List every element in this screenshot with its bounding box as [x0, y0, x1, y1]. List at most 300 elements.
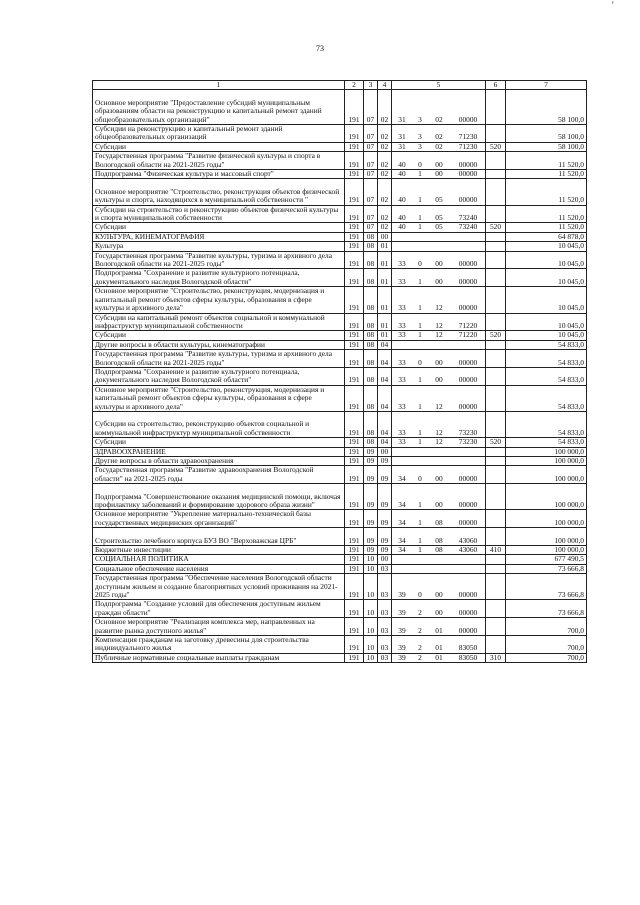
row-expense-type — [486, 600, 506, 618]
target-code-part: 01 — [435, 625, 443, 635]
row-subsection-code: 01 — [378, 251, 392, 269]
target-code-part: 33 — [398, 330, 406, 340]
target-code-part: 00 — [435, 607, 443, 617]
row-gr-code: 191 — [345, 528, 364, 546]
row-amount: 73 666,8 — [506, 564, 587, 573]
table-row — [93, 484, 587, 510]
target-code-part: 0 — [418, 259, 422, 269]
target-code-part: 33 — [398, 259, 406, 269]
row-gr-code: 191 — [345, 385, 364, 411]
target-code-part: 3 — [418, 114, 422, 124]
row-gr-code: 191 — [345, 313, 364, 331]
table-row — [93, 510, 587, 528]
target-code-part: 1 — [418, 330, 422, 340]
target-code-part: 33 — [398, 320, 406, 330]
target-code-part: 1 — [418, 222, 422, 232]
row-amount: 100 000,0 — [506, 466, 587, 484]
target-code-part: 40 — [398, 169, 406, 179]
target-code-part: 05 — [435, 195, 443, 205]
row-gr-code: 191 — [345, 545, 364, 554]
row-target-code — [392, 555, 486, 564]
table-row — [93, 269, 587, 287]
row-subsection-code: 01 — [378, 269, 392, 287]
row-section-code: 08 — [364, 438, 378, 447]
table-row — [93, 555, 587, 564]
target-code-part: 1 — [418, 517, 422, 527]
row-target-code — [392, 125, 486, 143]
row-target-code — [392, 287, 486, 313]
header-cell: 5 — [392, 81, 486, 90]
target-code-part: 1 — [418, 303, 422, 313]
row-section-code: 08 — [364, 242, 378, 251]
target-code-part: 00000 — [458, 357, 478, 367]
row-target-code — [392, 466, 486, 484]
target-code-part: 71230 — [458, 142, 478, 151]
row-expense-type — [486, 340, 506, 349]
row-section-code: 07 — [364, 205, 378, 223]
row-expense-type: 410 — [486, 545, 506, 554]
row-amount: 11 520,0 — [506, 179, 587, 205]
row-target-code — [392, 223, 486, 232]
row-gr-code: 191 — [345, 636, 364, 654]
row-target-code — [392, 179, 486, 205]
row-amount: 54 833,0 — [506, 438, 587, 447]
row-gr-code: 191 — [345, 510, 364, 528]
page-number: 73 — [316, 44, 324, 53]
row-name: СОЦИАЛЬНАЯ ПОЛИТИКА — [93, 555, 345, 564]
target-code-part: 00 — [435, 473, 443, 483]
row-amount: 11 520,0 — [506, 205, 587, 223]
row-section-code: 10 — [364, 555, 378, 564]
row-name: Государственная программа "Развитие физической культуры и спорта в Вологодской области на 2021-2025 годы" — [93, 152, 345, 170]
target-code-part: 73240 — [458, 213, 478, 223]
table-row — [93, 350, 587, 368]
table-row — [93, 438, 587, 447]
row-target-code — [392, 510, 486, 528]
target-code-part: 31 — [398, 132, 406, 142]
row-expense-type — [486, 313, 506, 331]
row-name: Субсидии на реконструкцию и капитальный ремонт зданий общеобразовательных организаций — [93, 125, 345, 143]
table-row — [93, 232, 587, 241]
row-expense-type — [486, 411, 506, 437]
target-code-part: 00000 — [458, 114, 478, 124]
row-gr-code: 191 — [345, 466, 364, 484]
row-amount: 700,0 — [506, 618, 587, 636]
row-amount: 54 833,0 — [506, 411, 587, 437]
row-amount: 64 878,0 — [506, 232, 587, 241]
row-target-code — [392, 350, 486, 368]
target-code-part: 00000 — [458, 276, 478, 286]
target-code-part: 0 — [418, 473, 422, 483]
row-section-code: 08 — [364, 269, 378, 287]
row-target-code — [392, 170, 486, 179]
row-name: КУЛЬТУРА, КИНЕМАТОГРАФИЯ — [93, 232, 345, 241]
row-amount: 700,0 — [506, 653, 587, 662]
row-target-code — [392, 340, 486, 349]
row-target-code — [392, 600, 486, 618]
target-code-part: 08 — [435, 517, 443, 527]
row-subsection-code: 03 — [378, 618, 392, 636]
table-row — [93, 242, 587, 251]
row-subsection-code: 02 — [378, 125, 392, 143]
target-code-part: 00000 — [458, 625, 478, 635]
target-code-part: 2 — [418, 643, 422, 653]
row-subsection-code: 03 — [378, 636, 392, 654]
row-section-code: 07 — [364, 179, 378, 205]
row-gr-code: 191 — [345, 170, 364, 179]
target-code-part: 3 — [418, 142, 422, 151]
row-section-code: 09 — [364, 447, 378, 456]
row-section-code: 09 — [364, 456, 378, 465]
row-section-code: 08 — [364, 232, 378, 241]
row-section-code: 10 — [364, 600, 378, 618]
target-code-part: 43060 — [458, 545, 478, 554]
row-subsection-code: 09 — [378, 510, 392, 528]
row-subsection-code: 09 — [378, 528, 392, 546]
row-section-code: 07 — [364, 152, 378, 170]
row-name: Субсидии на строительство и реконструкцию объектов физической культуры и спорта муниципальной собственности — [93, 205, 345, 223]
row-subsection-code: 04 — [378, 411, 392, 437]
row-target-code — [392, 331, 486, 340]
row-name: Строительство лечебного корпуса БУЗ ВО "Верховажская ЦРБ" — [93, 528, 345, 546]
target-code-part: 1 — [418, 276, 422, 286]
row-amount: 58 100,0 — [506, 142, 587, 151]
target-code-part: 00 — [435, 159, 443, 169]
target-code-part: 1 — [418, 437, 422, 447]
row-target-code — [392, 152, 486, 170]
target-code-part: 40 — [398, 195, 406, 205]
target-code-part: 1 — [418, 499, 422, 509]
row-amount: 10 045,0 — [506, 269, 587, 287]
row-subsection-code: 01 — [378, 313, 392, 331]
target-code-part: 33 — [398, 437, 406, 447]
row-subsection-code: 02 — [378, 152, 392, 170]
row-gr-code: 191 — [345, 205, 364, 223]
table-row — [93, 564, 587, 573]
row-amount: 58 100,0 — [506, 90, 587, 125]
table-header-row — [93, 81, 587, 90]
row-expense-type — [486, 466, 506, 484]
table-row — [93, 152, 587, 170]
target-code-part: 00000 — [458, 473, 478, 483]
header-cell: 4 — [378, 81, 392, 90]
header-cell: 2 — [345, 81, 364, 90]
row-amount: 54 833,0 — [506, 367, 587, 385]
row-gr-code: 191 — [345, 438, 364, 447]
table-row — [93, 447, 587, 456]
target-code-part: 71220 — [458, 330, 478, 340]
target-code-part: 12 — [435, 320, 443, 330]
row-gr-code: 191 — [345, 564, 364, 573]
row-section-code: 07 — [364, 90, 378, 125]
row-name: Основное мероприятие "Укрепление материально-технической базы государственных медицинских организаций" — [93, 510, 345, 528]
row-target-code — [392, 411, 486, 437]
target-code-part: 43060 — [458, 535, 478, 545]
row-expense-type — [486, 251, 506, 269]
row-expense-type — [486, 152, 506, 170]
row-target-code — [392, 205, 486, 223]
target-code-part: 00000 — [458, 607, 478, 617]
table-row — [93, 636, 587, 654]
table-row — [93, 367, 587, 385]
row-expense-type: 520 — [486, 331, 506, 340]
row-section-code: 08 — [364, 251, 378, 269]
row-gr-code: 191 — [345, 223, 364, 232]
row-name: Основное мероприятие "Строительство, реконструкция, модернизация и капитальный ремонт объектов сферы культуры, образования в сфере культуры и архивного дела" — [93, 385, 345, 411]
row-subsection-code: 04 — [378, 367, 392, 385]
row-expense-type — [486, 125, 506, 143]
table-row — [93, 125, 587, 143]
row-name: Бюджетные инвестиции — [93, 545, 345, 554]
row-gr-code: 191 — [345, 242, 364, 251]
row-section-code: 08 — [364, 385, 378, 411]
row-amount: 10 045,0 — [506, 313, 587, 331]
target-code-part: 00 — [435, 259, 443, 269]
target-code-part: 00 — [435, 357, 443, 367]
table-row — [93, 287, 587, 313]
row-gr-code: 191 — [345, 555, 364, 564]
row-gr-code: 191 — [345, 618, 364, 636]
target-code-part: 33 — [398, 276, 406, 286]
target-code-part: 33 — [398, 401, 406, 411]
row-section-code: 09 — [364, 484, 378, 510]
target-code-part: 00000 — [458, 499, 478, 509]
row-section-code: 10 — [364, 574, 378, 600]
target-code-part: 39 — [398, 590, 406, 600]
row-target-code — [392, 564, 486, 573]
row-target-code — [392, 653, 486, 662]
target-code-part: 08 — [435, 545, 443, 554]
row-subsection-code: 02 — [378, 90, 392, 125]
target-code-part: 12 — [435, 437, 443, 447]
row-section-code: 07 — [364, 223, 378, 232]
target-code-part: 31 — [398, 142, 406, 151]
row-name: Подпрограмма "Сохранение и развитие культурного потенциала, документального наследия Вологодской области" — [93, 367, 345, 385]
row-expense-type — [486, 242, 506, 251]
target-code-part: 01 — [435, 643, 443, 653]
row-expense-type — [486, 564, 506, 573]
row-name: Субсидии — [93, 438, 345, 447]
target-code-part: 34 — [398, 535, 406, 545]
target-code-part: 83050 — [458, 643, 478, 653]
target-code-part: 00 — [435, 276, 443, 286]
budget-table — [92, 80, 587, 663]
target-code-part: 02 — [435, 114, 443, 124]
target-code-part: 00 — [435, 375, 443, 385]
row-subsection-code: 02 — [378, 223, 392, 232]
target-code-part: 1 — [418, 375, 422, 385]
target-code-part: 40 — [398, 222, 406, 232]
row-gr-code: 191 — [345, 232, 364, 241]
table-row — [93, 313, 587, 331]
target-code-part: 1 — [418, 195, 422, 205]
row-target-code — [392, 269, 486, 287]
row-subsection-code: 09 — [378, 466, 392, 484]
row-amount: 11 520,0 — [506, 223, 587, 232]
row-subsection-code: 03 — [378, 653, 392, 662]
row-amount: 677 490,5 — [506, 555, 587, 564]
row-expense-type — [486, 574, 506, 600]
table-row — [93, 653, 587, 662]
row-section-code: 08 — [364, 367, 378, 385]
row-section-code: 10 — [364, 564, 378, 573]
row-subsection-code: 09 — [378, 484, 392, 510]
row-section-code: 09 — [364, 545, 378, 554]
target-code-part: 33 — [398, 375, 406, 385]
row-gr-code: 191 — [345, 411, 364, 437]
row-amount: 10 045,0 — [506, 242, 587, 251]
target-code-part: 33 — [398, 303, 406, 313]
target-code-part: 71230 — [458, 132, 478, 142]
row-subsection-code: 04 — [378, 385, 392, 411]
row-amount: 10 045,0 — [506, 287, 587, 313]
target-code-part: 1 — [418, 320, 422, 330]
row-amount: 100 000,0 — [506, 528, 587, 546]
row-expense-type — [486, 528, 506, 546]
target-code-part: 08 — [435, 535, 443, 545]
row-subsection-code: 00 — [378, 232, 392, 241]
row-target-code — [392, 385, 486, 411]
table-row — [93, 331, 587, 340]
row-name: Основное мероприятие "Строительство, реконструкция, модернизация и капитальный ремонт объектов сферы культуры, образования в сфере культуры и архивного дела" — [93, 287, 345, 313]
target-code-part: 00000 — [458, 517, 478, 527]
row-name: Культура — [93, 242, 345, 251]
row-name: Подпрограмма "Сохранение и развитие культурного потенциала, документального наследия Вологодской области" — [93, 269, 345, 287]
target-code-part: 2 — [418, 607, 422, 617]
row-expense-type — [486, 90, 506, 125]
row-amount: 11 520,0 — [506, 152, 587, 170]
row-gr-code: 191 — [345, 90, 364, 125]
target-code-part: 12 — [435, 427, 443, 437]
row-section-code: 07 — [364, 125, 378, 143]
row-expense-type — [486, 179, 506, 205]
row-gr-code: 191 — [345, 125, 364, 143]
target-code-part: 00000 — [458, 159, 478, 169]
row-amount: 100 000,0 — [506, 456, 587, 465]
row-name: Государственная программа "Развитие здравоохранения Вологодской области" на 2021-2025 годы — [93, 466, 345, 484]
row-section-code: 08 — [364, 331, 378, 340]
target-code-part: 12 — [435, 401, 443, 411]
row-gr-code: 191 — [345, 287, 364, 313]
row-name: Субсидии на капитальный ремонт объектов социальной и коммунальной инфраструктур муниципальной собственности — [93, 313, 345, 331]
target-code-part: 00000 — [458, 590, 478, 600]
target-code-part: 00000 — [458, 259, 478, 269]
row-name: Публичные нормативные социальные выплаты гражданам — [93, 653, 345, 662]
row-target-code — [392, 438, 486, 447]
row-amount: 73 666,8 — [506, 600, 587, 618]
row-target-code — [392, 636, 486, 654]
row-amount: 54 833,0 — [506, 350, 587, 368]
target-code-part: 39 — [398, 607, 406, 617]
row-subsection-code: 02 — [378, 142, 392, 151]
target-code-part: 73240 — [458, 222, 478, 232]
row-target-code — [392, 90, 486, 125]
target-code-part: 05 — [435, 222, 443, 232]
row-expense-type — [486, 367, 506, 385]
row-name: Основное мероприятие "Предоставление субсидий муниципальным образованиям области на реконструкцию и капитальный ремонт зданий общеобразовательных организаций" — [93, 90, 345, 125]
target-code-part: 00 — [435, 499, 443, 509]
target-code-part: 40 — [398, 213, 406, 223]
target-code-part: 3 — [418, 132, 422, 142]
table-row — [93, 574, 587, 600]
target-code-part: 73230 — [458, 427, 478, 437]
target-code-part: 1 — [418, 545, 422, 554]
row-gr-code: 191 — [345, 484, 364, 510]
row-gr-code: 191 — [345, 142, 364, 151]
row-section-code: 08 — [364, 411, 378, 437]
row-section-code: 07 — [364, 170, 378, 179]
row-target-code — [392, 313, 486, 331]
target-code-part: 1 — [418, 535, 422, 545]
row-target-code — [392, 484, 486, 510]
target-code-part: 00000 — [458, 169, 478, 179]
target-code-part: 12 — [435, 330, 443, 340]
row-expense-type — [486, 269, 506, 287]
target-code-part: 33 — [398, 427, 406, 437]
table-row — [93, 179, 587, 205]
row-target-code — [392, 251, 486, 269]
header-cell: 3 — [364, 81, 378, 90]
row-amount: 54 833,0 — [506, 340, 587, 349]
row-expense-type — [486, 350, 506, 368]
row-section-code: 08 — [364, 287, 378, 313]
target-code-part: 02 — [435, 132, 443, 142]
target-code-part: 34 — [398, 473, 406, 483]
target-code-part: 31 — [398, 114, 406, 124]
target-code-part: 34 — [398, 499, 406, 509]
row-section-code: 08 — [364, 313, 378, 331]
row-section-code: 10 — [364, 653, 378, 662]
row-name: Субсидии — [93, 142, 345, 151]
table-row — [93, 466, 587, 484]
row-subsection-code: 04 — [378, 350, 392, 368]
row-section-code: 08 — [364, 340, 378, 349]
row-subsection-code: 04 — [378, 438, 392, 447]
table-row — [93, 618, 587, 636]
row-subsection-code: 01 — [378, 287, 392, 313]
row-expense-type: 520 — [486, 142, 506, 151]
budget-table-body — [93, 81, 587, 663]
row-expense-type — [486, 232, 506, 241]
target-code-part: 2 — [418, 625, 422, 635]
row-name: Другие вопросы в области культуры, кинематографии — [93, 340, 345, 349]
row-target-code — [392, 242, 486, 251]
target-code-part: 34 — [398, 517, 406, 527]
row-name: Субсидии на строительство, реконструкцию объектов социальной и коммунальной инфраструктур муниципальной собственности — [93, 411, 345, 437]
corner-mark: ' — [612, 0, 614, 10]
target-code-part: 00000 — [458, 303, 478, 313]
row-amount: 11 520,0 — [506, 170, 587, 179]
target-code-part: 00000 — [458, 375, 478, 385]
row-amount: 10 045,0 — [506, 251, 587, 269]
row-expense-type — [486, 385, 506, 411]
row-gr-code: 191 — [345, 152, 364, 170]
target-code-part: 73230 — [458, 437, 478, 447]
row-name: Основное мероприятие "Строительство, реконструкция объектов физической культуры и спорта, находящихся в муниципальной собственности " — [93, 179, 345, 205]
target-code-part: 1 — [418, 213, 422, 223]
row-subsection-code: 00 — [378, 555, 392, 564]
row-gr-code: 191 — [345, 331, 364, 340]
table-row — [93, 545, 587, 554]
table-row — [93, 528, 587, 546]
table-row — [93, 90, 587, 125]
row-expense-type: 520 — [486, 438, 506, 447]
row-subsection-code: 04 — [378, 340, 392, 349]
target-code-part: 39 — [398, 643, 406, 653]
row-amount: 100 000,0 — [506, 545, 587, 554]
row-name: Другие вопросы в области здравоохранения — [93, 456, 345, 465]
target-code-part: 1 — [418, 427, 422, 437]
